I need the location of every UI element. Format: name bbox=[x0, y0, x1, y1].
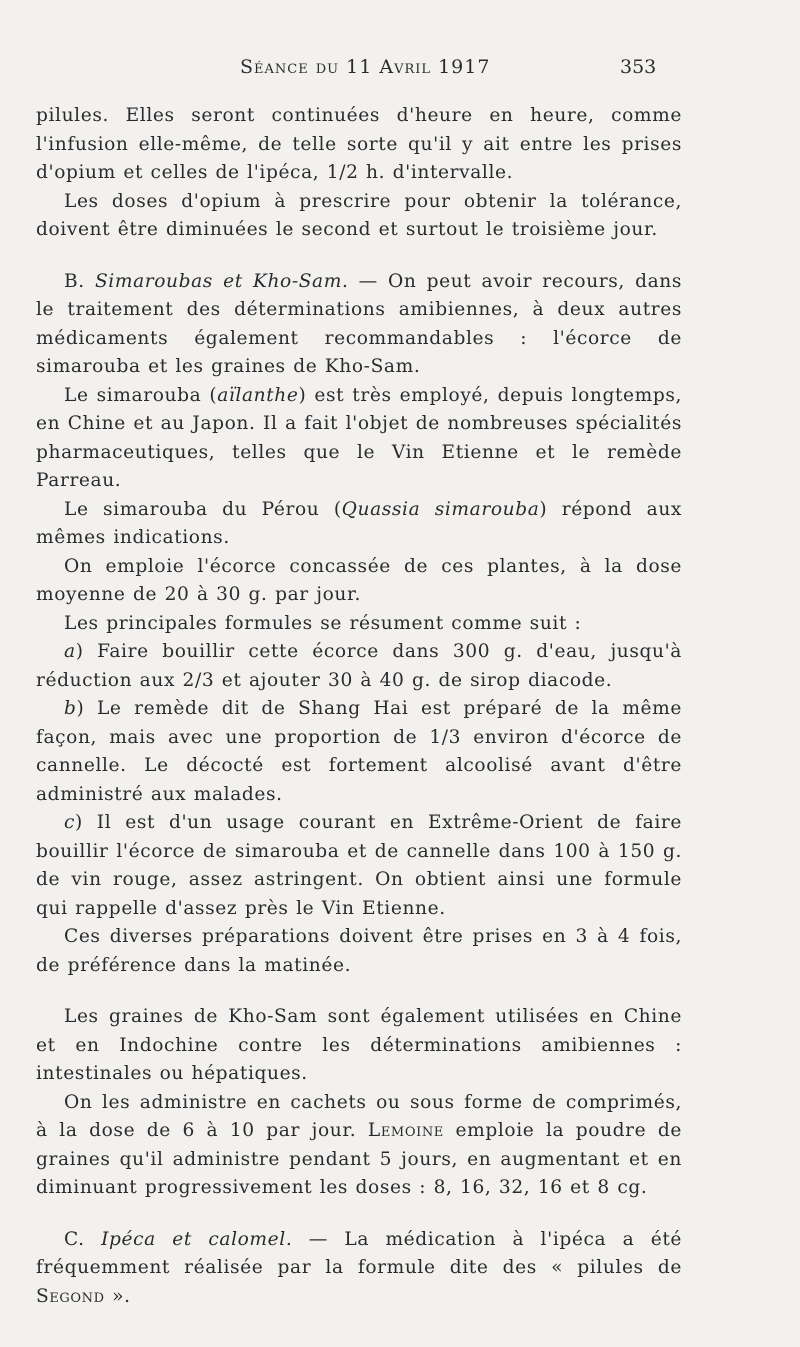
text-run: ) répond aux mêmes indications. bbox=[36, 498, 682, 548]
text-run: — La médication à l'ipéca a été fréquemment réalisée par la formule dite des « pilules de bbox=[36, 1228, 682, 1278]
section-c-paragraph bbox=[36, 1226, 682, 1312]
text-run: Le simarouba du Pérou ( bbox=[64, 498, 342, 520]
section-b-text: — On peut avoir recours, dans le traitement des déterminations amibiennes, à deux autres médicaments également recommandables : l'écorce de simarouba et les graines de Kho-Sam. bbox=[36, 270, 682, 377]
formula-a bbox=[36, 638, 682, 695]
section-b-letter: B. bbox=[64, 270, 95, 292]
author-name: Segond bbox=[36, 1285, 105, 1307]
text-run: ) Faire bouillir cette écorce dans 300 g. d'eau, jusqu'à réduction aux 2/3 et ajouter 30 à 40 g. de sirop diacode. bbox=[36, 641, 682, 691]
text-run: ) Il est d'un usage courant en Extrême-Orient de faire bouillir l'écorce de simarouba et de cannelle dans 100 à 150 g. de vin rouge, assez astringent. On obtient ainsi une formule qui rappelle d'assez près le Vin Etienne. bbox=[36, 812, 682, 919]
formula-marker: a bbox=[64, 641, 76, 662]
formula-c bbox=[36, 809, 682, 923]
text-run: ». bbox=[104, 1285, 131, 1307]
text-run: Le simarouba ( bbox=[64, 384, 218, 406]
italic-term: Quassia simarouba bbox=[341, 498, 540, 520]
italic-term: aïlanthe bbox=[217, 384, 299, 406]
text-run: On les administre en cachets ou sous forme de comprimés, à la dose de 6 à 10 par jour. bbox=[36, 1091, 682, 1141]
paragraph-simarouba-perou bbox=[36, 496, 682, 553]
paragraph-simarouba bbox=[36, 382, 682, 496]
page-header bbox=[0, 56, 800, 86]
section-b-paragraph bbox=[36, 268, 682, 382]
body-text bbox=[36, 102, 682, 1311]
paragraph-kho-sam: Les graines de Kho-Sam sont également utilisées en Chine et en Indochine contre les déterminations amibiennes : intestinales ou hépatiques. bbox=[36, 1006, 682, 1084]
text-run: emploie la poudre de graines qu'il administre pendant 5 jours, en augmentant et en diminuant progressivement les doses : 8, 16, 32, 16 et 8 cg. bbox=[36, 1120, 682, 1198]
text-run: ) Le remède dit de Shang Hai est préparé de la même façon, mais avec une proportion de 1/3 environ d'écorce de cannelle. Le décocté est fortement alcoolisé avant d'être administré aux malades. bbox=[36, 698, 682, 805]
page-number: 353 bbox=[620, 56, 657, 78]
paragraph-dose: On emploie l'écorce concassée de ces plantes, à la dose moyenne de 20 à 30 g. par jour. bbox=[36, 555, 682, 605]
paragraph-administration bbox=[36, 1089, 682, 1203]
paragraph-opium-doses: Les doses d'opium à prescrire pour obtenir la tolérance, doivent être diminuées le second et surtout le troisième jour. bbox=[36, 190, 682, 240]
running-title: Séance du 11 Avril 1917 bbox=[240, 56, 491, 78]
text-run: ) est très employé, depuis longtemps, en Chine et au Japon. Il a fait l'objet de nombreuses spécialités pharmaceutiques, telles que le Vin Etienne et le remède Parreau. bbox=[36, 384, 683, 491]
section-c-letter: C. bbox=[64, 1228, 102, 1250]
paragraph-preparations: Ces diverses préparations doivent être prises en 3 à 4 fois, de préférence dans la matinée. bbox=[36, 926, 682, 976]
formula-marker: c bbox=[64, 812, 76, 833]
paragraph-continuation: pilules. Elles seront continuées d'heure en heure, comme l'infusion elle-même, de telle sorte qu'il y ait entre les prises d'opium et celles de l'ipéca, 1/2 h. d'intervalle. bbox=[36, 105, 682, 183]
paragraph-formulas-intro: Les principales formules se résument comme suit : bbox=[64, 612, 582, 634]
formula-b bbox=[36, 695, 682, 809]
section-c-heading: Ipéca et calomel. bbox=[101, 1228, 293, 1250]
formula-marker: b bbox=[64, 698, 77, 719]
author-name: Lemoine bbox=[367, 1120, 444, 1141]
section-b-heading: Simaroubas et Kho-Sam. bbox=[94, 270, 349, 292]
